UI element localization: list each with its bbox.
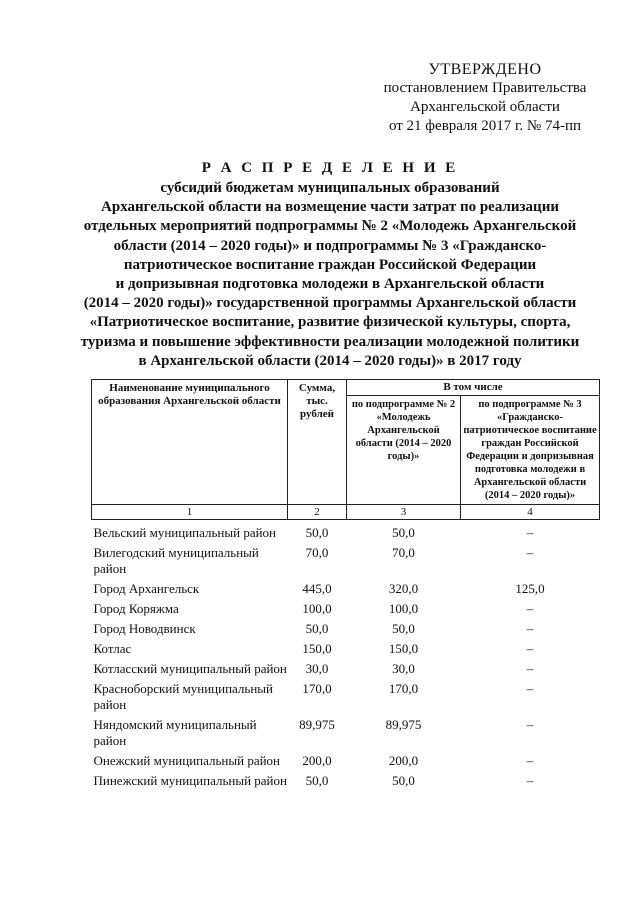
subprogram-2-value: 50,0 (392, 621, 415, 636)
subprogram-3-value: – (526, 525, 534, 540)
table-row (92, 545, 600, 581)
header-subprogram-3: по подпрограмме № 3 «Гражданско-патриотическое воспитание граждан Российской Федерации и допризывная подготовка молодежи в Архангельской области (2014 – 2020 годы)» (461, 396, 600, 505)
subprogram-2-value: 150,0 (388, 641, 419, 656)
subprogram-2-value: 320,0 (388, 581, 419, 596)
title-line: туризма и повышение эффективности реализации молодежной политики (80, 333, 580, 350)
subprogram-3-value: 125,0 (515, 581, 545, 596)
municipality-name: Красноборский муниципальный район (93, 681, 273, 712)
subprogram-2-value: 100,0 (388, 601, 419, 616)
header-subprogram-2: по подпрограмме № 2 «Молодежь Архангельской области (2014 – 2020 годы)» (347, 396, 461, 505)
municipality-name: Котласский муниципальный район (93, 661, 287, 676)
subprogram-3-value: – (526, 717, 534, 732)
sum-value: 200,0 (302, 753, 332, 768)
sum-value: 50,0 (305, 525, 329, 540)
sum-value: 170,0 (302, 681, 332, 696)
table-row (92, 641, 600, 661)
table-row (92, 520, 600, 546)
subprogram-2-value: 89,975 (385, 717, 422, 732)
sum-value: 150,0 (302, 641, 332, 656)
title-line: отдельных мероприятий подпрограммы № 2 «Молодежь Архангельской (83, 218, 577, 235)
subprogram-2-value: 200,0 (388, 753, 419, 768)
sum-value: 70,0 (305, 545, 329, 560)
title-line: патриотическое воспитание граждан Российской Федерации (123, 256, 537, 273)
header-sum: Сумма, тыс. рублей (288, 380, 347, 505)
table-row (92, 753, 600, 773)
table-row (92, 661, 600, 681)
table-row (92, 601, 600, 621)
title-line: субсидий бюджетам муниципальных образований (160, 180, 500, 196)
municipality-name: Котлас (93, 641, 132, 656)
table-row (92, 717, 600, 753)
column-number: 3 (347, 505, 461, 520)
municipality-name: Няндомский муниципальный район (93, 717, 257, 748)
subprogram-3-value: – (526, 753, 534, 768)
distribution-table (91, 379, 600, 793)
title-line: области (2014 – 2020 годы)» и подпрограммы № 3 «Гражданско- (113, 237, 547, 254)
subprogram-3-value: – (526, 641, 534, 656)
sum-value: 30,0 (305, 661, 329, 676)
subprogram-3-value: – (526, 621, 534, 636)
approval-heading: УТВЕРЖДЕНО (428, 61, 542, 78)
title-line: и допризывная подготовка молодежи в Архангельской области (115, 276, 545, 293)
table-body (92, 520, 600, 794)
subprogram-2-value: 170,0 (388, 681, 419, 696)
table-row (92, 581, 600, 601)
sum-value: 50,0 (305, 773, 329, 788)
approval-date: от 21 февраля 2017 г. № 74-пп (388, 118, 582, 134)
subprogram-2-value: 50,0 (392, 525, 415, 540)
document-title (60, 158, 600, 371)
table-row (92, 773, 600, 793)
municipality-name: Вельский муниципальный район (93, 525, 277, 540)
subprogram-3-value: – (526, 545, 534, 560)
subprogram-2-value: 30,0 (392, 661, 415, 676)
subprogram-3-value: – (526, 661, 534, 676)
sum-value: 89,975 (299, 717, 335, 732)
title-heading: Р А С П Р Е Д Е Л Е Н И Е (201, 160, 459, 176)
header-including: В том числе (347, 380, 600, 396)
municipality-name: Город Коряжма (93, 601, 179, 616)
title-line: в Архангельской области (2014 – 2020 годы)» в 2017 году (138, 352, 522, 369)
sum-value: 50,0 (305, 621, 329, 636)
municipality-name: Вилегодский муниципальный район (93, 545, 259, 576)
title-line: Архангельской области на возмещение части затрат по реализации (101, 199, 559, 216)
sum-value: 100,0 (302, 601, 332, 616)
column-number: 1 (92, 505, 288, 520)
approval-line: постановлением Правительства (383, 80, 587, 96)
title-line: (2014 – 2020 годы)» государственной программы Архангельской области (83, 295, 577, 312)
sum-value: 445,0 (302, 581, 332, 596)
table-row (92, 681, 600, 717)
subprogram-2-value: 50,0 (392, 773, 415, 788)
subprogram-2-value: 70,0 (392, 545, 415, 560)
column-number: 2 (288, 505, 347, 520)
approval-line: Архангельской области (410, 99, 560, 115)
table-row (92, 621, 600, 641)
municipality-name: Город Новодвинск (93, 621, 196, 636)
column-number: 4 (461, 505, 600, 520)
subprogram-3-value: – (526, 681, 534, 696)
table-header (92, 380, 600, 520)
municipality-name: Город Архангельск (93, 581, 200, 596)
header-name: Наименование муниципального образования Архангельской области (92, 380, 288, 505)
title-line: «Патриотическое воспитание, развитие физической культуры, спорта, (89, 314, 571, 331)
approval-stamp (360, 60, 610, 136)
subprogram-3-value: – (526, 601, 534, 616)
municipality-name: Онежский муниципальный район (93, 753, 281, 768)
subprogram-3-value: – (526, 773, 534, 788)
municipality-name: Пинежский муниципальный район (93, 773, 287, 788)
